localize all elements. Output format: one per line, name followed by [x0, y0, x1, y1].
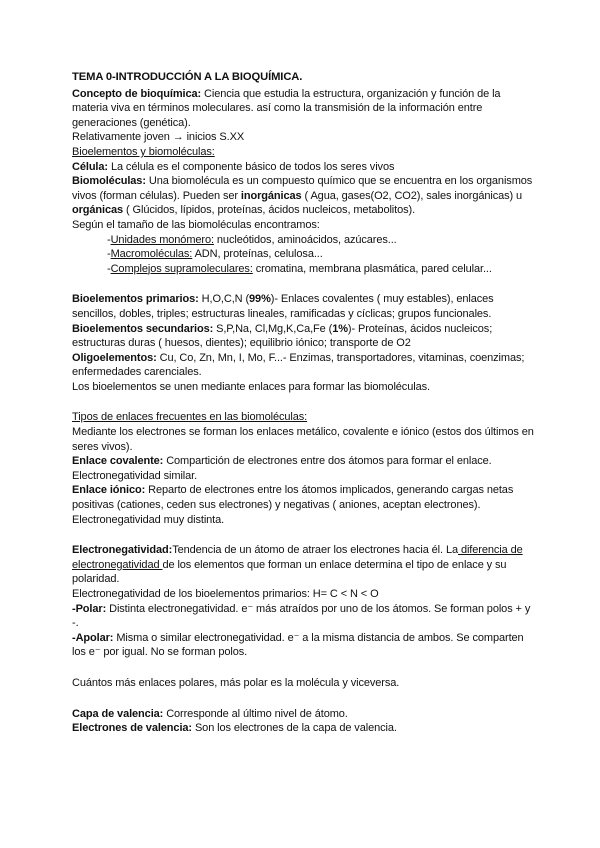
list-item-label: Macromoléculas:	[110, 248, 193, 261]
oligo-label: Oligoelementos:	[72, 351, 157, 364]
paragraph-concepto	[72, 87, 534, 131]
capa-label: Capa de valencia:	[72, 707, 164, 720]
secundarios-text-2: )- Proteínas, ácidos nucleicos; estructuras duras ( huesos, dientes); equilibrio iónico; transporte de O2	[72, 322, 493, 350]
paragraph-covalente	[72, 454, 534, 483]
biomoleculas-label: Biomoléculas:	[72, 175, 146, 188]
concepto-text: Ciencia que estudia la estructura, organización y función de la materia viva en términos moleculares. así como la transmisión de la información entre generaciones (genética).	[72, 87, 501, 129]
paragraph-electronegatividad	[72, 543, 534, 587]
electroneg-text-1: Tendencia de un átomo de atraer los electrones hacia él. La	[172, 544, 458, 557]
paragraph-primarios	[72, 292, 534, 321]
covalente-text: Compartición de electrones entre dos átomos para formar el enlace. Electronegatividad similar.	[72, 455, 492, 482]
paragraph-tipos: Mediante los electrones se forman los enlaces metálico, covalente e iónico (estos dos últimos en seres vivos).	[72, 426, 534, 453]
list-item-text: nucleótidos, aminoácidos, azúcares...	[213, 233, 397, 246]
spacer	[72, 394, 534, 410]
biomoleculas-text-3: ( Glúcidos, lípidos, proteínas, ácidos nucleicos, metabolitos).	[123, 204, 416, 217]
list-item-prefix: -	[107, 248, 111, 261]
list-item-text: cromatina, membrana plasmática, pared celular...	[252, 262, 492, 275]
paragraph-joven: Relativamente joven → inicios S.XX	[72, 131, 245, 144]
list-item-text: ADN, proteínas, celulosa...	[192, 248, 323, 261]
secundarios-text-1: S,P,Na, Cl,Mg,K,Ca,Fe (	[213, 322, 333, 335]
celula-label: Célula:	[72, 160, 108, 173]
celula-text: La célula es el componente básico de todos los seres vivos	[107, 160, 395, 173]
paragraph-secundarios	[72, 322, 534, 351]
capa-text: Corresponde al último nivel de átomo.	[163, 707, 348, 720]
electrones-valencia-label: Electrones de valencia:	[72, 722, 192, 735]
list-item	[72, 247, 534, 262]
paragraph-unen: Los bioelementos se unen mediante enlaces para formar las biomoléculas.	[72, 380, 430, 393]
electrones-valencia-text: Son los electrones de la capa de valencia.	[191, 722, 397, 735]
biomoleculas-text-2: ( Agua, gases(O2, CO2), sales inorgánicas) u	[301, 189, 523, 202]
paragraph-apolar	[72, 631, 534, 660]
spacer	[72, 276, 534, 292]
list-item	[72, 233, 534, 248]
heading-bioelementos: Bioelementos y biomoléculas:	[72, 145, 215, 158]
polar-text: Distinta electronegatividad. e⁻ más atraídos por uno de los átomos. Se forman polos + y -.	[72, 602, 531, 630]
secundarios-label: Bioelementos secundarios:	[72, 322, 214, 335]
ionico-label: Enlace iónico:	[72, 484, 146, 497]
paragraph-celula	[72, 160, 534, 175]
paragraph-capa-valencia	[72, 707, 534, 722]
secundarios-percent: 1%	[332, 322, 348, 335]
electroneg-text-2: de los elementos que forman un enlace determina el tipo de enlace y su polaridad.	[72, 558, 507, 586]
document-title: TEMA 0-INTRODUCCIÓN A LA BIOQUÍMICA.	[72, 71, 303, 83]
paragraph-cuantos: Cuántos más enlaces polares, más polar es la molécula y viceversa.	[72, 676, 400, 689]
list-item-label: Unidades monómero:	[110, 233, 214, 246]
covalente-label: Enlace covalente:	[72, 455, 164, 468]
electroneg-underline: diferencia de electronegatividad	[72, 544, 523, 571]
heading-tipos-enlaces: Tipos de enlaces frecuentes en las biomoléculas:	[72, 411, 308, 424]
spacer	[72, 527, 534, 543]
ionico-text: Reparto de electrones entre los átomos implicados, generando cargas netas positivas (cationes, ceden sus electrones) y negativas ( aniones, aceptan electrones). Electronegatividad muy distinta.	[72, 484, 514, 526]
apolar-label: -Apolar:	[72, 631, 114, 644]
spacer	[72, 691, 534, 707]
oligo-text: Cu, Co, Zn, Mn, I, Mo, F...- Enzimas, transportadores, vitaminas, coenzimas; enfermedades carenciales.	[72, 351, 525, 379]
list-item-label: Complejos supramoleculares:	[110, 262, 253, 275]
paragraph-oligoelementos	[72, 351, 534, 380]
paragraph-electrones-valencia	[72, 721, 534, 736]
apolar-text: Misma o similar electronegatividad. e⁻ a la misma distancia de ambos. Se comparten los e⁻ por igual. No se forman polos.	[72, 631, 524, 659]
paragraph-polar	[72, 602, 534, 631]
paragraph-biomoleculas	[72, 174, 534, 218]
biomoleculas-text-1: Una biomolécula es un compuesto químico que se encuentra en los organismos vivos (forman células). Pueden ser	[72, 175, 533, 202]
biomoleculas-organicas: orgánicas	[72, 204, 124, 217]
paragraph-tamano: Según el tamaño de las biomoléculas encontramos:	[72, 218, 320, 231]
paragraph-ionico	[72, 483, 534, 527]
primarios-label: Bioelementos primarios:	[72, 293, 199, 306]
primarios-percent: 99%	[249, 293, 271, 306]
primarios-text-1: H,O,C,N (	[198, 293, 250, 306]
biomoleculas-inorganicas: inorgánicas	[240, 189, 302, 202]
document-page	[72, 70, 534, 736]
electroneg-label: Electronegatividad:	[72, 544, 173, 557]
paragraph-electroneg-primarios: Electronegatividad de los bioelementos primarios: H= C < N < O	[72, 588, 379, 600]
list-item-prefix: -	[107, 233, 111, 246]
polar-label: -Polar:	[72, 602, 107, 615]
concepto-label: Concepto de bioquímica:	[72, 87, 202, 100]
spacer	[72, 660, 534, 676]
primarios-text-2: )- Enlaces covalentes ( muy estables), enlaces sencillos, dobles, triples; estructuras lineales, ramificadas y cíclicas; grupos funcionales.	[72, 293, 494, 320]
list-item	[72, 262, 534, 277]
list-item-prefix: -	[107, 262, 111, 275]
